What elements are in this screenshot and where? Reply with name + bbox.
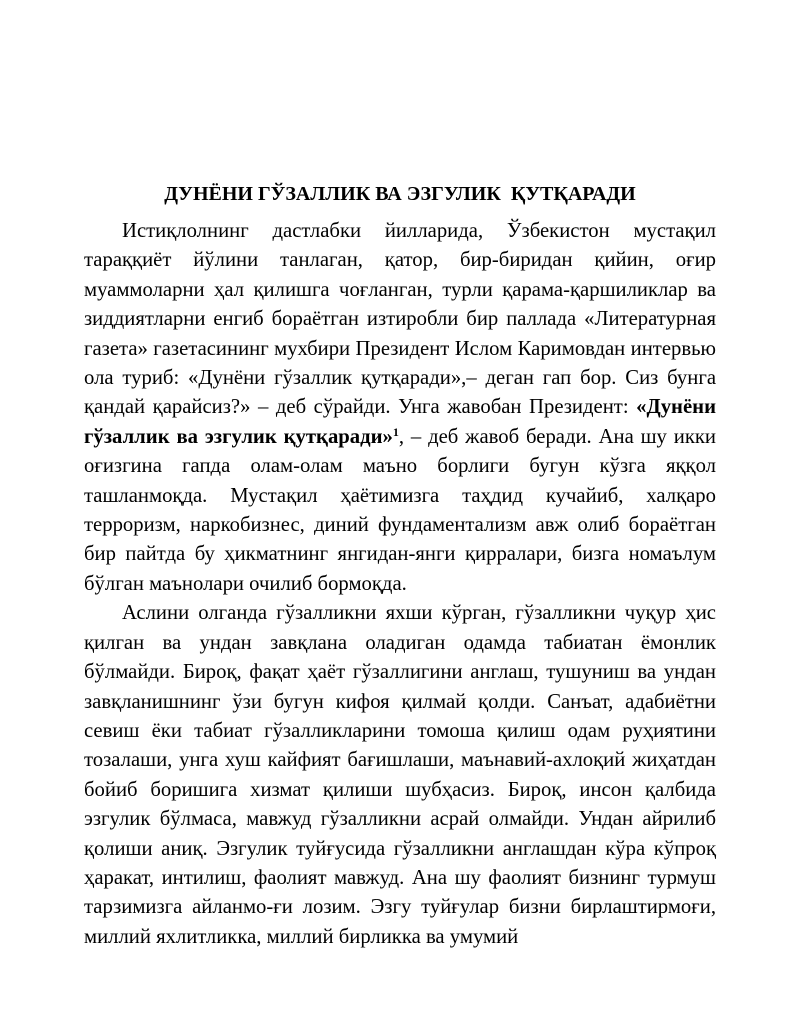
footnote-marker[interactable]: 1 (392, 424, 399, 439)
document-title: ДУНЁНИ ГЎЗАЛЛИК ВА ЭЗГУЛИК ҚУТҚАРАДИ (164, 183, 636, 205)
document-body (84, 217, 716, 952)
paragraph-1-text-end: , – деб жавоб беради. Ана шу икки оғизгина гапда олам-олам маъно борлиги бугун кўзга яққол ташланмоқда. Мустақил ҳаётимизга таҳдид кучайиб, халқаро терроризм, наркобизнес, диний фундаментализм авж олиб бораётган бир пайтда бу ҳикматнинг янгидан-янги қирралари, бизга номаълум бўлган маънолари очилиб бормоқда. (84, 425, 716, 595)
paragraph-1-text-start: Истиқлолнинг дастлабки йилларида, Ўзбекистон мустақил тараққиёт йўлини танлаган, қатор, бир-биридан қийин, оғир муаммоларни ҳал қилишга чоғланган, турли қарама-қаршиликлар ва зиддиятларни енгиб бораётган изтиробли бир паллада «Литературная газета» газетасининг мухбири Президент Ислом Каримовдан интервью ола туриб: «Дунёни гўзаллик қутқаради»,– деган гап бор. Сиз бунга қандай қарайсиз?» – деб сўрайди. Унга жавобан Президент: (84, 220, 716, 419)
paragraph-1 (84, 217, 716, 599)
paragraph-2: Аслини олганда гўзалликни яхши кўрган, гўзалликни чуқур ҳис қилган ва ундан завқлана оладиган одамда табиатан ёмонлик бўлмайди. Бироқ, фақат ҳаёт гўзаллигини англаш, тушуниш ва ундан завқланишнинг ўзи бугун кифоя қилмай қолди. Санъат, адабиётни севиш ёки табиат гўзалликларини томоша қилиш одам руҳиятини тозалаши, унга хуш кайфият бағишлаши, маънавий-ахлоқий жиҳатдан бойиб боришига хизмат қилиши шубҳасиз. Бироқ, инсон қалбида эзгулик бўлмаса, мавжуд гўзалликни асрай олмайди. Ундан айрилиб қолиши аниқ. Эзгулик туйғусида гўзалликни англашдан кўра кўпроқ ҳаракат, интилиш, фаолият мавжуд. Ана шу фаолият бизнинг турмуш тарзимизга айланмо-ғи лозим. Эзгу туйғулар бизни бирлаштирмоғи, миллий яхлитликка, миллий бирликка ва умумий (84, 602, 716, 948)
bold-quote: «Дунёни гўзаллик ва эзгулик қутқаради» (84, 396, 716, 448)
